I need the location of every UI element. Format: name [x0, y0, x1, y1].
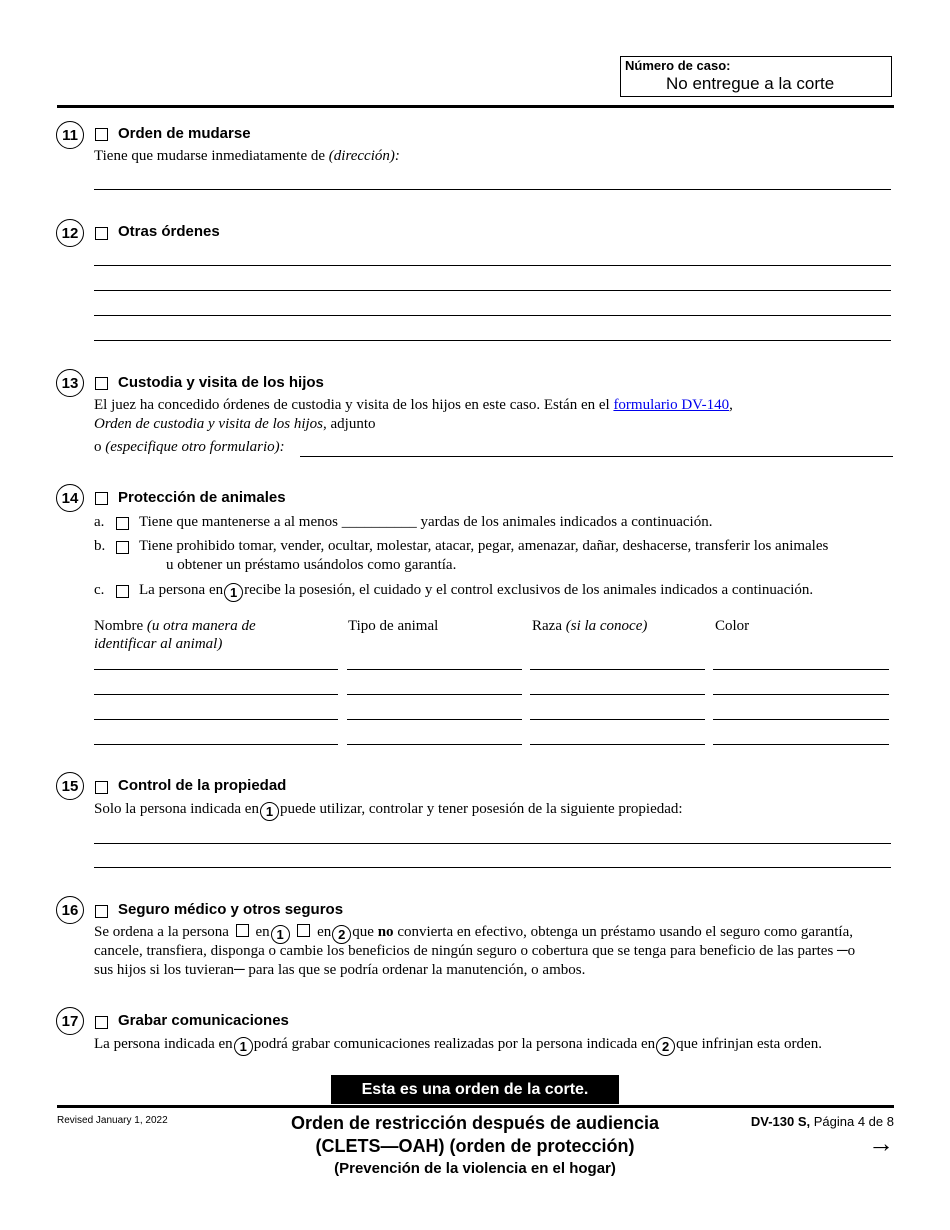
other-orders-line[interactable] [94, 265, 891, 266]
court-order-banner: Esta es una orden de la corte. [331, 1075, 619, 1104]
col-header-type: Tipo de animal [348, 618, 439, 634]
revised-date: Revised January 1, 2022 [57, 1115, 168, 1126]
case-number-label: Número de caso: [625, 58, 731, 73]
party-1-ref: 1 [224, 583, 243, 602]
item-c-checkbox[interactable] [116, 585, 129, 598]
animal-cell-line[interactable] [530, 694, 705, 695]
animal-cell-line[interactable] [530, 669, 705, 670]
other-form-line[interactable] [300, 456, 893, 457]
form-dv-140-link[interactable]: formulario DV-140 [613, 397, 730, 413]
footer-title-3: (Prevención de la violencia en el hogar) [334, 1160, 616, 1177]
section-15-text: Solo la persona indicada en 1 puede utilizar, controlar y tener posesión de la siguiente propiedad: [94, 801, 683, 819]
next-page-arrow-icon: → [868, 1128, 894, 1158]
party-2-ref: 2 [656, 1037, 675, 1056]
animal-cell-line[interactable] [713, 719, 889, 720]
section-14-number: 14 [56, 484, 84, 512]
section-16-line3: sus hijos si los tuvieran─ para las que se podría ordenar la manutención, o ambos. [94, 962, 586, 978]
animal-cell-line[interactable] [347, 669, 522, 670]
party-1-ref: 1 [271, 925, 290, 944]
section-16-checkbox[interactable] [95, 905, 108, 918]
item-a-text: Tiene que mantenerse a al menos __________ yardas de los animales indicados a continuación. [139, 514, 713, 530]
footer-rule [57, 1105, 894, 1108]
animal-cell-line[interactable] [713, 694, 889, 695]
item-b-label: b. [94, 538, 106, 554]
address-line[interactable] [94, 189, 891, 190]
party-1-ref: 1 [260, 802, 279, 821]
case-number-box [620, 56, 892, 97]
animal-cell-line[interactable] [347, 744, 522, 745]
section-13-line2: Orden de custodia y visita de los hijos, adjunto [94, 416, 376, 432]
section-13-checkbox[interactable] [95, 377, 108, 390]
section-14-checkbox[interactable] [95, 492, 108, 505]
party-2-checkbox[interactable] [297, 924, 310, 937]
section-17-checkbox[interactable] [95, 1016, 108, 1029]
section-13-number: 13 [56, 369, 84, 397]
section-15-title: Control de la propiedad [118, 777, 287, 794]
animal-cell-line[interactable] [530, 719, 705, 720]
section-17-text: La persona indicada en 1 podrá grabar comunicaciones realizadas por la persona indicada en 2 que infrinjan esta orden. [94, 1036, 822, 1054]
section-16-line1: Se ordena a la persona en 1 en 2 que no convierta en efectivo, obtenga un préstamo usando el seguro como garantía, [94, 924, 853, 942]
case-number-value: No entregue a la corte [666, 74, 835, 93]
item-a-checkbox[interactable] [116, 517, 129, 530]
animal-cell-line[interactable] [94, 744, 338, 745]
property-line[interactable] [94, 867, 891, 868]
animal-cell-line[interactable] [713, 744, 889, 745]
party-1-checkbox[interactable] [236, 924, 249, 937]
section-13-line1: El juez ha concedido órdenes de custodia y visita de los hijos en este caso. Están en el formulario DV-140, [94, 397, 733, 413]
animal-cell-line[interactable] [94, 719, 338, 720]
item-c-text: La persona en 1 recibe la posesión, el cuidado y el control exclusivos de los animales indicados a continuación. [139, 582, 814, 600]
section-12-number: 12 [56, 219, 84, 247]
footer-title-1: Orden de restricción después de audiencia [290, 1113, 660, 1133]
section-15-number: 15 [56, 772, 84, 800]
item-b-checkbox[interactable] [116, 541, 129, 554]
col-header-color: Color [715, 618, 750, 634]
section-11-number: 11 [56, 121, 84, 149]
item-a-label: a. [94, 514, 105, 530]
section-17-title: Grabar comunicaciones [118, 1012, 289, 1029]
section-16-number: 16 [56, 896, 84, 924]
other-orders-line[interactable] [94, 290, 891, 291]
form-page-indicator: DV-130 S, Página 4 de 8 [750, 1114, 894, 1129]
party-1-ref: 1 [234, 1037, 253, 1056]
section-11-checkbox[interactable] [95, 128, 108, 141]
other-orders-line[interactable] [94, 315, 891, 316]
col-header-breed: Raza (si la conoce) [532, 618, 648, 634]
col-header-name-2: identificar al animal) [94, 636, 223, 652]
property-line[interactable] [94, 843, 891, 844]
other-orders-line[interactable] [94, 340, 891, 341]
animal-cell-line[interactable] [713, 669, 889, 670]
item-b-text-2: u obtener un préstamo usándolos como garantía. [166, 557, 457, 573]
section-17-number: 17 [56, 1007, 84, 1035]
section-15-checkbox[interactable] [95, 781, 108, 794]
col-header-name: Nombre (u otra manera de [94, 618, 256, 634]
section-11-text: Tiene que mudarse inmediatamente de (dirección): [94, 148, 400, 164]
section-11-title: Orden de mudarse [118, 125, 251, 142]
section-16-title: Seguro médico y otros seguros [118, 901, 344, 918]
item-c-label: c. [94, 582, 105, 598]
section-12-checkbox[interactable] [95, 227, 108, 240]
animal-cell-line[interactable] [94, 694, 338, 695]
section-13-line3: o (especifique otro formulario): [94, 439, 285, 455]
animal-cell-line[interactable] [347, 719, 522, 720]
animal-cell-line[interactable] [530, 744, 705, 745]
animal-cell-line[interactable] [347, 694, 522, 695]
header-rule [57, 105, 894, 108]
item-b-text-1: Tiene prohibido tomar, vender, ocultar, molestar, atacar, pegar, amenazar, dañar, deshacerse, transferir los animales [139, 538, 829, 554]
footer-title-2: (CLETS—OAH) (orden de protección) [315, 1136, 635, 1156]
section-12-title: Otras órdenes [118, 223, 220, 240]
section-13-title: Custodia y visita de los hijos [118, 374, 324, 391]
section-16-line2: cancele, transfiera, disponga o cambie los beneficios de ningún seguro o cobertura que se tenga para beneficio de las partes ─o [94, 943, 856, 959]
section-14-title: Protección de animales [118, 489, 286, 506]
animal-cell-line[interactable] [94, 669, 338, 670]
party-2-ref: 2 [332, 925, 351, 944]
